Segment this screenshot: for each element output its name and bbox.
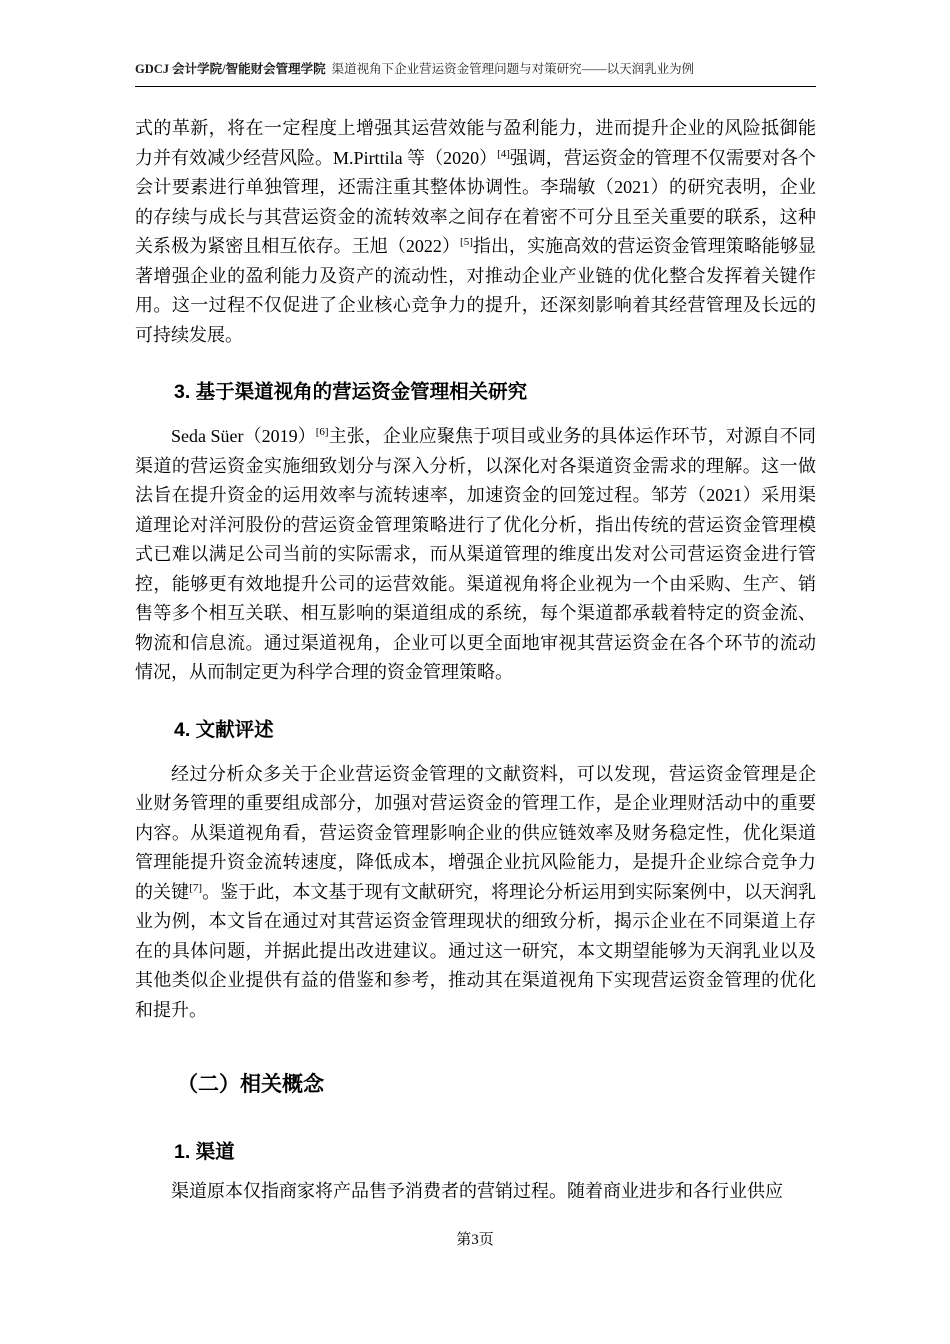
paragraph-channel-definition: 渠道原本仅指商家将产品售予消费者的营销过程。随着商业进步和各行业供应 xyxy=(171,1181,783,1201)
paragraph-text: 经过分析众多关于企业营运资金管理的文献资料，可以发现，营运资金管理是企业财务管理的重要组成部分，加强对营运资金的管理工作，是企业理财活动中的重要内容。从渠道视角看，营运资金管理影响企业的供应链效率及财务稳定性，优化渠道管理能提升资金流转速度，降低成本，增强企业抗风险能力，是提升企业综合竞争力的关键 xyxy=(135,763,816,902)
citation-ref-5: [5] xyxy=(460,236,473,248)
paragraph-continuation xyxy=(135,114,816,350)
header-document-title: 渠道视角下企业营运资金管理问题与对策研究——以天润乳业为例 xyxy=(331,62,695,76)
paragraph-text: 式的革新，将在一定程度上增强其运营效能与盈利能力，进而提升企业的风险抵御能力并有效减少经营风险。M.Pirttila 等（2020） xyxy=(135,118,816,168)
section-heading-channel: 1. 渠道 xyxy=(174,1141,235,1163)
paragraph-text: 强调，营运资金的管理不仅需要对各个会计要素进行单独管理，还需注重其整体协调性。李瑞敏（2021）的研究表明，企业的存续与成长与其营运资金的流转效率之间存在着密不可分且至关重要的联系，这种关系极为紧密且相互依存。王旭（2022） xyxy=(135,147,816,256)
paragraph-channel-research xyxy=(135,422,816,688)
page-number: 第3页 xyxy=(456,1232,494,1248)
document-content xyxy=(135,114,816,1207)
section-heading-literature-review: 4. 文献评述 xyxy=(174,718,274,741)
citation-ref-6: [6] xyxy=(315,426,329,438)
paragraph-text: Seda Süer（2019） xyxy=(171,426,316,446)
citation-ref-4: [4] xyxy=(497,147,510,160)
section-heading-channel-research: 3. 基于渠道视角的营运资金管理相关研究 xyxy=(174,381,528,403)
page-header xyxy=(135,60,816,87)
citation-ref-7: [7] xyxy=(189,881,203,894)
paragraph-literature-review xyxy=(135,760,816,1026)
page-footer xyxy=(0,1228,950,1249)
paragraph-text: 。鉴于此，本文基于现有文献研究，将理论分析运用到实际案例中，以天润乳业为例，本文旨在通过对其营运资金管理现状的细致分析，揭示企业在不同渠道上存在的具体问题，并据此提出改进建议。通过这一研究，本文期望能够为天润乳业以及其他类似企业提供有益的借鉴和参考，推动其在渠道视角下实现营运资金管理的优化和提升。 xyxy=(135,881,817,1020)
paragraph-text: 指出，实施高效的营运资金管理策略能够显著增强企业的盈利能力及资产的流动性，对推动企业产业链的优化整合发挥着关键作用。这一过程不仅促进了企业核心竞争力的提升，还深刻影响着其经营管理及长远的可持续发展。 xyxy=(135,236,817,345)
header-institution: GDCJ 会计学院/智能财会管理学院 xyxy=(135,62,326,76)
section-heading-related-concepts: （二）相关概念 xyxy=(177,1073,324,1096)
paragraph-text: 主张，企业应聚焦于项目或业务的具体运作环节，对源自不同渠道的营运资金实施细致划分与深入分析，以深化对各渠道资金需求的理解。这一做法旨在提升资金的运用效率与流转速率，加速资金的回笼过程。邹芳（2021）采用渠道理论对洋河股份的营运资金管理策略进行了优化分析，指出传统的营运资金管理模式已难以满足公司当前的实际需求，而从渠道管理的维度出发对公司营运资金进行管控，能够更有效地提升公司的运营效能。渠道视角将企业视为一个由采购、生产、销售等多个相互关联、相互影响的渠道组成的系统，每个渠道都承载着特定的资金流、物流和信息流。通过渠道视角，企业可以更全面地审视其营运资金在各个环节的流动情况，从而制定更为科学合理的资金管理策略。 xyxy=(135,426,816,682)
